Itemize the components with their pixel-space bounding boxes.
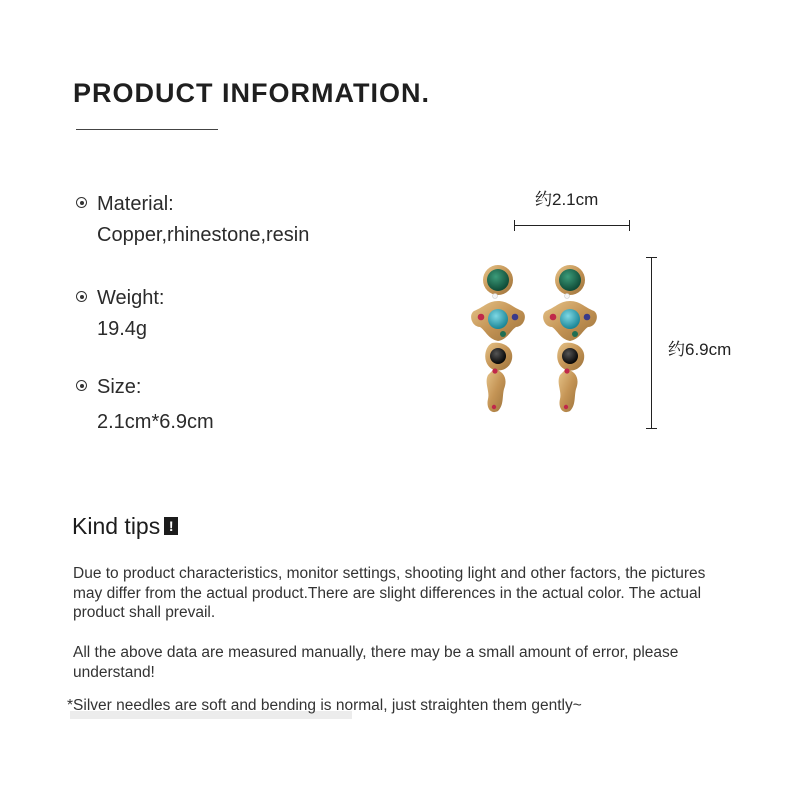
kind-tips-heading — [72, 513, 178, 540]
exclamation-icon: ! — [164, 517, 178, 535]
width-dimension-tick-left — [514, 220, 515, 231]
spec-size — [76, 376, 214, 434]
height-dimension-tick-bottom — [646, 428, 657, 429]
height-dimension-label: 约6.9cm — [668, 340, 732, 359]
height-dimension-tick-top — [646, 257, 657, 258]
width-dimension-line — [514, 225, 630, 226]
spec-label: Material: — [97, 193, 174, 215]
bullet-icon — [76, 380, 87, 391]
page-title: PRODUCT INFORMATION. — [73, 78, 430, 108]
width-dimension-label: 约2.1cm — [535, 190, 599, 209]
spec-material — [76, 193, 309, 247]
spec-value: 2.1cm*6.9cm — [97, 411, 214, 433]
width-dimension-tick-right — [629, 220, 630, 231]
bullet-icon — [76, 291, 87, 302]
left-earring — [471, 265, 525, 412]
right-earring — [543, 265, 597, 412]
spec-label: Size: — [97, 376, 142, 398]
spec-label: Weight: — [97, 287, 165, 309]
title-underline — [76, 129, 218, 130]
height-dimension-line — [651, 258, 652, 429]
earrings-image — [460, 255, 620, 430]
bullet-icon — [76, 197, 87, 208]
tips-paragraph-measurement: All the above data are measured manually, there may be a small amount of error, please understand! — [73, 644, 679, 681]
spec-value: Copper,rhinestone,resin — [97, 224, 310, 246]
tips-paragraph-color: Due to product characteristics, monitor settings, shooting light and other factors, the pictures may differ from the actual product.There are slight differences in the actual color. The actual product shall prevail. — [73, 565, 706, 621]
spec-weight — [76, 287, 164, 341]
kind-tips-title: Kind tips — [72, 513, 161, 539]
silver-needle-note: *Silver needles are soft and bending is normal, just straighten them gently~ — [67, 697, 582, 714]
spec-value: 19.4g — [97, 318, 148, 340]
